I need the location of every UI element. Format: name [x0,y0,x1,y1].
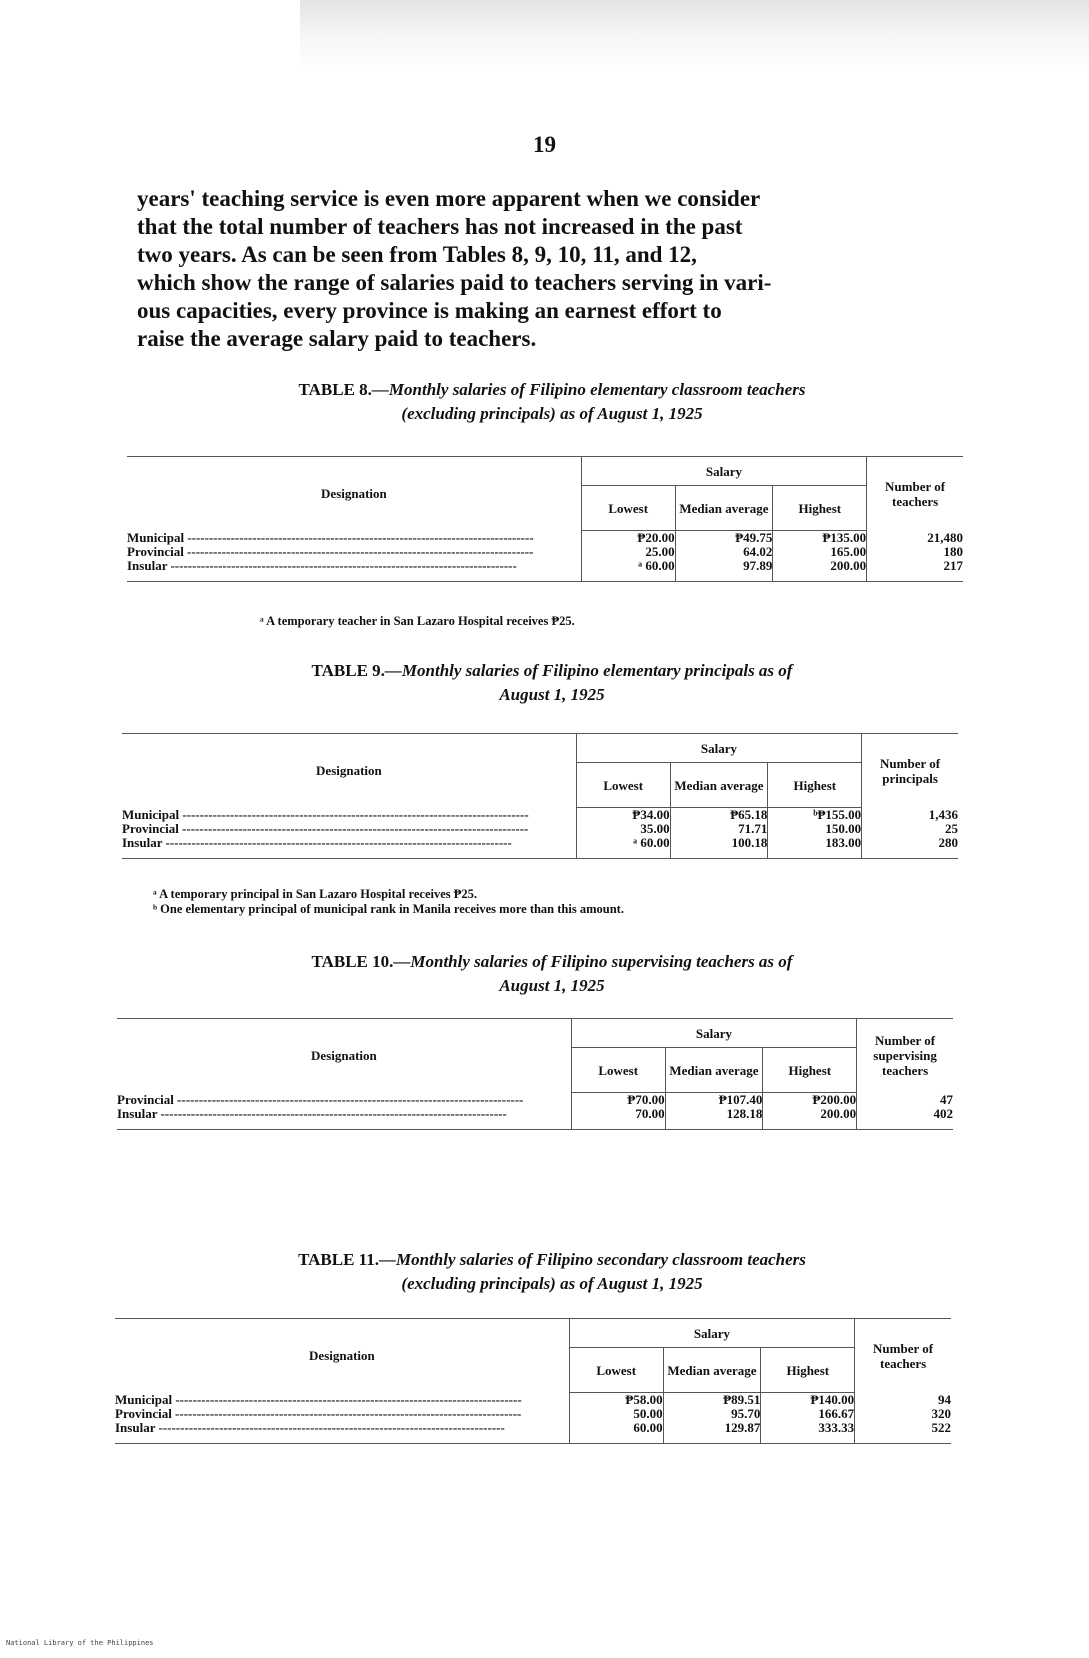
lowest-column [576,808,670,859]
median-cell: ₱107.40 [718,1093,763,1107]
highest-cell: 166.67 [818,1407,855,1421]
highest-column [768,808,862,859]
table-11-caption [137,1248,967,1296]
highest-header: Highest [761,1348,855,1393]
highest-cell: ₱140.00 [810,1393,855,1407]
designation-cell: Provincial -------------------------------------------------------------------------------- [115,1406,522,1421]
counts-cell: 25 [945,821,958,836]
footnote: ᵃ A temporary teacher in San Lazaro Hospital receives ₱25. [260,614,575,628]
table-title-continued: (excluding principals) as of August 1, 1925 [401,404,703,423]
lowest-cell: ₱20.00 [637,531,675,545]
table-title-continued: August 1, 1925 [499,976,605,995]
salary-table [127,457,963,582]
table-10-caption [137,950,967,998]
counts-cell: 280 [938,835,958,850]
designation-header: Designation [117,1019,571,1093]
salary-header: Salary [581,457,866,486]
median-cell: 100.18 [731,836,768,850]
lowest-column [569,1393,663,1444]
table-label: TABLE 11. [298,1250,379,1269]
designation-column [122,808,576,859]
table-title: —Monthly salaries of Filipino elementary classroom teachers [371,380,806,399]
count-header: Number of principals [862,734,958,808]
salary-header: Salary [569,1319,854,1348]
table-title: —Monthly salaries of Filipino secondary classroom teachers [379,1250,806,1269]
highest-cell: 150.00 [825,822,862,836]
lowest-cell: 50.00 [633,1407,663,1421]
highest-cell: ᵇ₱155.00 [813,808,862,822]
table-title-continued: (excluding principals) as of August 1, 1925 [401,1274,703,1293]
counts-cell: 21,480 [927,530,963,545]
intro-line: that the total number of teachers has not increased in the past [137,214,743,239]
count-column [867,531,963,582]
intro-line: ous capacities, every province is making an earnest effort to [137,298,722,323]
page-number: 19 [533,132,556,157]
table-8-footnotes [260,614,1020,629]
lowest-column [581,531,675,582]
median-column [663,1393,761,1444]
designation-column [117,1093,571,1130]
highest-column [773,531,867,582]
counts-cell: 1,436 [928,807,958,822]
table-8-caption [137,378,967,426]
intro-line: which show the range of salaries paid to teachers serving in vari- [137,270,772,295]
highest-cell: 333.33 [818,1421,855,1435]
footnote: ᵃ A temporary principal in San Lazaro Hospital receives ₱25. [153,887,478,901]
lowest-cell: 70.00 [635,1107,665,1121]
median-cell: 129.87 [724,1421,761,1435]
lowest-header: Lowest [569,1348,663,1393]
designation-header: Designation [115,1319,569,1393]
highest-column [761,1393,855,1444]
table-11 [115,1318,951,1444]
intro-line: two years. As can be seen from Tables 8, 9, 10, 11, and 12, [137,242,697,267]
salary-table [115,1319,951,1444]
median-cell: 128.18 [726,1107,763,1121]
scan-noise [300,0,1089,70]
lowest-cell: 60.00 [633,1421,663,1435]
median-cell: ₱65.18 [730,808,768,822]
highest-cell: 200.00 [830,559,867,573]
table-label: TABLE 9. [311,661,385,680]
designation-cell: Insular -------------------------------------------------------------------------------- [127,558,517,573]
median-cell: 95.70 [731,1407,761,1421]
highest-cell: 183.00 [825,836,862,850]
median-header: Median average [663,1348,761,1393]
intro-line: years' teaching service is even more apparent when we consider [137,186,761,211]
designation-cell: Provincial -------------------------------------------------------------------------------- [127,544,534,559]
table-label: TABLE 8. [298,380,372,399]
median-column [675,531,773,582]
count-header: Number of teachers [855,1319,951,1393]
lowest-cell: 35.00 [640,822,670,836]
highest-column [763,1093,857,1130]
table-title: —Monthly salaries of Filipino supervising teachers as of [393,952,793,971]
designation-cell: Municipal -------------------------------------------------------------------------------- [127,530,534,545]
table-9-footnotes [153,887,913,917]
median-column [670,808,768,859]
lowest-header: Lowest [571,1048,665,1093]
table-10 [117,1018,953,1130]
median-header: Median average [670,763,768,808]
median-cell: 71.71 [738,822,768,836]
designation-column [127,531,581,582]
table-title: —Monthly salaries of Filipino elementary principals as of [384,661,793,680]
counts-cell: 522 [931,1420,951,1435]
salary-table [117,1019,953,1130]
salary-header: Salary [571,1019,856,1048]
scan-footer: National Library of the Philippines [6,1639,154,1647]
designation-cell: Municipal -------------------------------------------------------------------------------- [115,1392,522,1407]
highest-header: Highest [768,763,862,808]
lowest-cell: ᵃ 60.00 [638,559,675,573]
intro-paragraph [137,185,967,353]
highest-cell: 165.00 [830,545,867,559]
count-header: Number of teachers [867,457,963,531]
count-column [855,1393,951,1444]
highest-header: Highest [773,486,867,531]
designation-header: Designation [127,457,581,531]
table-title-continued: August 1, 1925 [499,685,605,704]
lowest-cell: ₱58.00 [625,1393,663,1407]
table-9-caption [137,659,967,707]
lowest-cell: ₱34.00 [632,808,670,822]
lowest-cell: ᵃ 60.00 [633,836,670,850]
lowest-header: Lowest [581,486,675,531]
table-8 [127,456,963,582]
highest-cell: ₱200.00 [812,1093,857,1107]
highest-header: Highest [763,1048,857,1093]
median-column [665,1093,763,1130]
counts-cell: 402 [933,1106,953,1121]
median-header: Median average [665,1048,763,1093]
lowest-header: Lowest [576,763,670,808]
lowest-cell: ₱70.00 [627,1093,665,1107]
counts-cell: 47 [940,1092,953,1107]
designation-cell: Provincial -------------------------------------------------------------------------------- [117,1092,524,1107]
table-label: TABLE 10. [311,952,394,971]
median-cell: 97.89 [743,559,773,573]
median-cell: 64.02 [743,545,773,559]
designation-cell: Provincial -------------------------------------------------------------------------------- [122,821,529,836]
salary-table [122,734,958,859]
counts-cell: 180 [943,544,963,559]
footnote: ᵇ One elementary principal of municipal rank in Manila receives more than this amount. [153,902,624,916]
lowest-column [571,1093,665,1130]
designation-cell: Insular -------------------------------------------------------------------------------- [117,1106,507,1121]
count-column [862,808,958,859]
counts-cell: 94 [938,1392,951,1407]
designation-cell: Insular -------------------------------------------------------------------------------- [122,835,512,850]
highest-cell: 200.00 [820,1107,857,1121]
count-column [857,1093,953,1130]
table-9 [122,733,958,859]
counts-cell: 320 [931,1406,951,1421]
intro-line: raise the average salary paid to teachers. [137,326,537,351]
designation-cell: Insular -------------------------------------------------------------------------------- [115,1420,505,1435]
highest-cell: ₱135.00 [822,531,867,545]
median-cell: ₱89.51 [723,1393,761,1407]
designation-header: Designation [122,734,576,808]
counts-cell: 217 [943,558,963,573]
median-cell: ₱49.75 [735,531,773,545]
median-header: Median average [675,486,773,531]
designation-column [115,1393,569,1444]
count-header: Number of supervising teachers [857,1019,953,1093]
lowest-cell: 25.00 [645,545,675,559]
salary-header: Salary [576,734,861,763]
designation-cell: Municipal -------------------------------------------------------------------------------- [122,807,529,822]
